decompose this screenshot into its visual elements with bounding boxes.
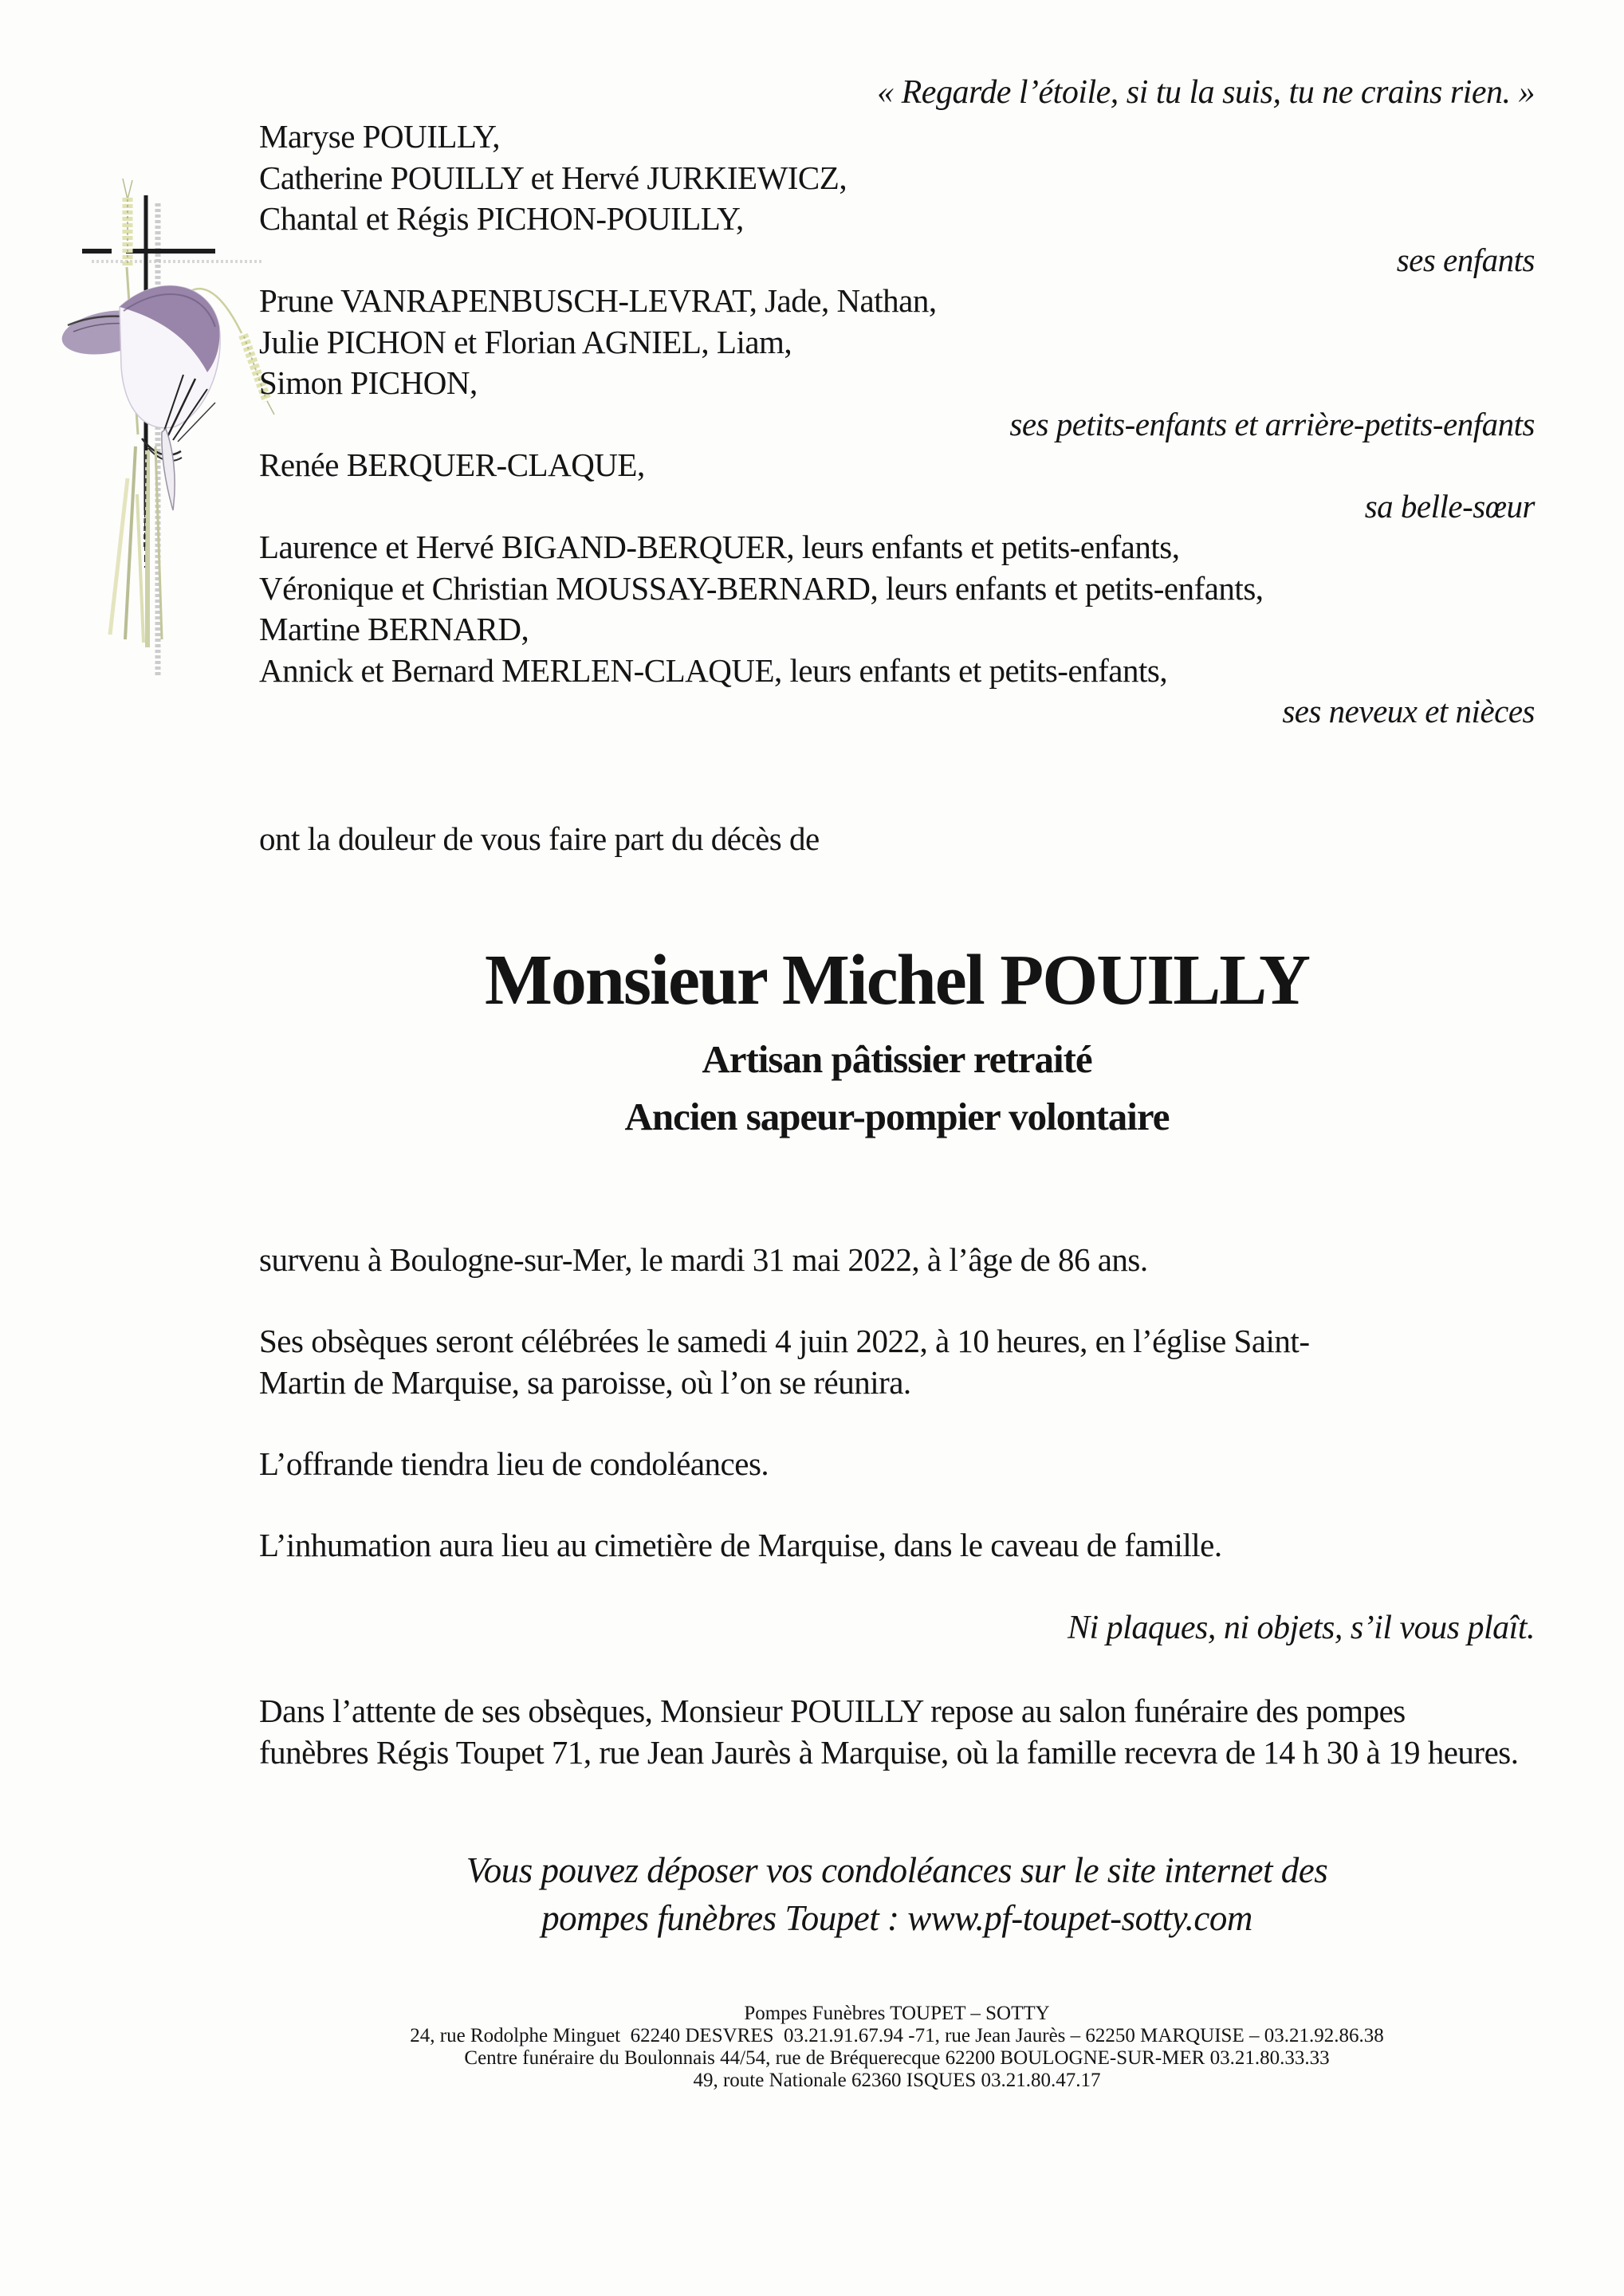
condolences-note-line2: pompes funèbres Toupet : www.pf-toupet-sotty.com xyxy=(541,1898,1252,1938)
memorial-illustration xyxy=(48,175,287,686)
offering-note: L’offrande tiendra lieu de condoléances. xyxy=(259,1445,769,1482)
funeral-home-name: Pompes Funèbres TOUPET – SOTTY xyxy=(744,2003,1050,2024)
family-member-line: Véronique et Christian MOUSSAY-BERNARD, leurs enfants et petits-enfants, xyxy=(259,569,1264,607)
family-member-line: Catherine POUILLY et Hervé JURKIEWICZ, xyxy=(259,159,847,196)
death-details: survenu à Boulogne-sur-Mer, le mardi 31 mai 2022, à l’âge de 86 ans. xyxy=(259,1241,1148,1278)
family-member-line: Julie PICHON et Florian AGNIEL, Liam, xyxy=(259,323,792,360)
family-member-line: Laurence et Hervé BIGAND-BERQUER, leurs enfants et petits-enfants, xyxy=(259,529,1180,565)
funeral-home-address-line: Centre funéraire du Boulonnais 44/54, rue de Bréquerecque 62200 BOULOGNE-SUR-MER 03.21.80.33.33 xyxy=(464,2047,1330,2069)
family-member-line: Prune VANRAPENBUSCH-LEVRAT, Jade, Nathan, xyxy=(259,282,937,319)
deceased-distinction: Ancien sapeur-pompier volontaire xyxy=(624,1095,1170,1138)
no-plaques-note: Ni plaques, ni objets, s’il vous plaît. xyxy=(1068,1610,1535,1646)
family-member-line: Annick et Bernard MERLEN-CLAQUE, leurs enfants et petits-enfants, xyxy=(259,651,1168,689)
repose-details: Dans l’attente de ses obsèques, Monsieur POUILLY repose au salon funéraire des pompes funèbres Régis Toupet 71, rue Jean Jaurès à Marquise, où la famille recevra de 14 h 30 à 19 heures. xyxy=(259,1693,1519,1771)
family-member-line: Renée BERQUER-CLAQUE, xyxy=(259,446,645,483)
relation-label-nieces-nephews: ses neveux et nièces xyxy=(1282,693,1535,729)
family-member-line: Simon PICHON, xyxy=(259,364,478,401)
relation-label-grandchildren: ses petits-enfants et arrière-petits-enfants xyxy=(1009,405,1535,442)
family-member-line: Chantal et Régis PICHON-POUILLY, xyxy=(259,200,744,237)
family-list xyxy=(259,116,1535,733)
deceased-profession: Artisan pâtissier retraité xyxy=(702,1037,1092,1081)
condolences-note-line1: Vous pouvez déposer vos condoléances sur le site internet des xyxy=(466,1850,1328,1890)
flower-stems xyxy=(110,446,162,647)
opening-quote: « Regarde l’étoile, si tu la suis, tu ne crains rien. » xyxy=(877,74,1535,111)
family-member-line: Martine BERNARD, xyxy=(259,611,529,647)
burial-details: L’inhumation aura lieu au cimetière de Marquise, dans le caveau de famille. xyxy=(259,1527,1222,1563)
announcement-line: ont la douleur de vous faire part du décès de xyxy=(259,820,820,857)
relation-label-sister-in-law: sa belle-sœur xyxy=(1364,487,1535,525)
deceased-name-title: Monsieur Michel POUILLY xyxy=(484,941,1310,1020)
cross-icon xyxy=(82,195,263,678)
relation-label-children: ses enfants xyxy=(1396,241,1535,278)
funeral-details: Ses obsèques seront célébrées le samedi 4 juin 2022, à 10 heures, en l’église Saint-Martin de Marquise, sa paroisse, où l’on se réunira. xyxy=(259,1323,1310,1401)
calla-lily xyxy=(58,286,220,510)
funeral-home-address-line: 24, rue Rodolphe Minguet 62240 DESVRES 03.21.91.67.94 -71, rue Jean Jaurès – 62250 MARQUISE – 03.21.92.86.38 xyxy=(410,2025,1384,2046)
family-member-line: Maryse POUILLY, xyxy=(259,118,500,155)
funeral-home-address-line: 49, route Nationale 62360 ISQUES 03.21.80.47.17 xyxy=(693,2070,1101,2091)
funeral-home-footer xyxy=(259,2003,1535,2092)
